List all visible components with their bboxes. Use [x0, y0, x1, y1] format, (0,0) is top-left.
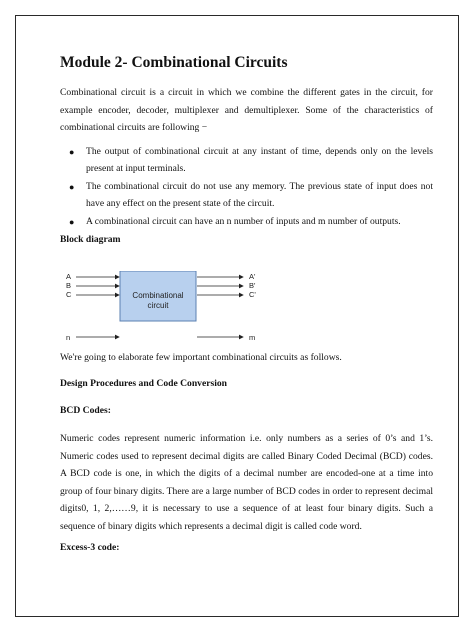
block-diagram-heading: Block diagram	[60, 234, 121, 245]
intro-paragraph: Combinational circuit is a circuit in which we combine the different gates in the circuit, for example encoder, decoder, multiplexer and demultiplexer. Some of the characteristics of combinational circuits are following −	[60, 87, 433, 133]
module-title: Module 2- Combinational Circuits	[60, 54, 288, 71]
output-label-m: m	[249, 333, 256, 341]
output-label-a: A'	[249, 272, 256, 281]
output-label-b: B'	[249, 281, 256, 290]
bcd-heading: BCD Codes:	[60, 405, 111, 416]
input-label-n: n	[66, 333, 71, 341]
bullet-icon: ●	[69, 182, 75, 192]
input-label-a: A	[66, 272, 72, 281]
list-item-text: The combinational circuit do not use any memory. The previous state of input does not have any effect on the present state of the circuit.	[86, 181, 433, 209]
list-item	[60, 214, 433, 231]
list-item-text: The output of combinational circuit at any instant of time, depends only on the levels present at input terminals.	[86, 146, 433, 174]
output-label-c: C'	[249, 290, 256, 299]
list-item-text: A combinational circuit can have an n number of inputs and m number of outputs.	[86, 216, 401, 227]
bcd-paragraph: Numeric codes represent numeric information i.e. only numbers as a series of 0’s and 1’s. Numeric codes used to represent decimal digits are called Binary Coded Decimal (BCD) codes. A BCD code is one, in which the digits of a decimal number are encoded-one at a time into group of four binary digits. There are a large number of BCD codes in order to represent decimal digits0, 1, 2,……9, it is necessary to use a sequence of at least four binary digits. Such a sequence of binary digits which represents a decimal digit is called code word.	[60, 433, 433, 532]
excess3-heading: Excess-3 code:	[60, 542, 120, 553]
bullet-icon: ●	[69, 147, 75, 157]
list-item	[60, 179, 433, 212]
list-item	[60, 144, 433, 177]
box-label-line1: Combinational	[132, 291, 184, 300]
document-page	[15, 15, 459, 617]
characteristics-list	[60, 144, 433, 233]
design-heading: Design Procedures and Code Conversion	[60, 378, 228, 389]
box-label-line2: circuit	[147, 301, 169, 310]
block-diagram	[60, 271, 270, 341]
input-label-c: C	[66, 290, 72, 299]
elaborate-paragraph: We're going to elaborate few important combinational circuits as follows.	[60, 352, 342, 363]
bullet-icon: ●	[69, 217, 75, 227]
input-label-b: B	[66, 281, 72, 290]
